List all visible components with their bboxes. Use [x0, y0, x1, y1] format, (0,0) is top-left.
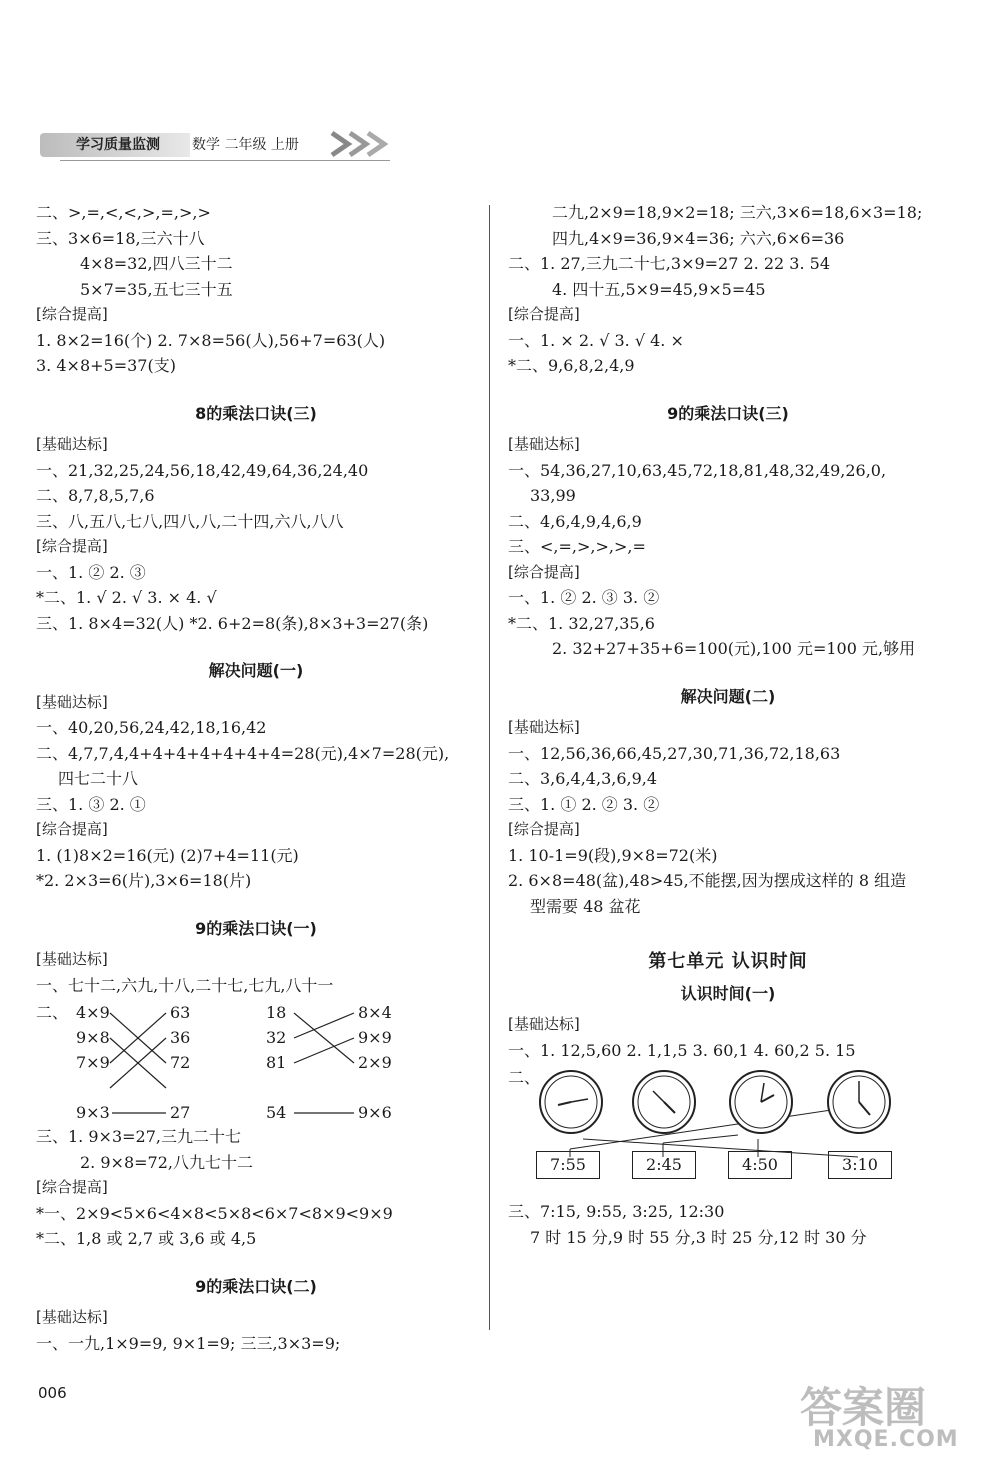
answer-line: 三、1. 8×4=32(人) *2. 6+2=8(条),8×3+3=27(条) — [36, 613, 429, 633]
section-title: 解决问题(二) — [680, 686, 776, 706]
match-item: 9×6 — [358, 1103, 392, 1122]
answer-line: 三、1. ① 2. ② 3. ② — [508, 794, 660, 814]
match-item: 8×4 — [358, 1003, 392, 1022]
answer-line: 三、八,五八,七八,四八,八,二十四,六八,八八 — [36, 511, 344, 531]
section-tag: [基础达标] — [508, 435, 580, 453]
section-tag: [基础达标] — [36, 435, 108, 453]
answer-line: 1. 10-1=9(段),9×8=72(米) — [508, 845, 718, 865]
section-tag: [基础达标] — [508, 1015, 580, 1033]
matching-exercise — [36, 1000, 476, 1120]
match-item: 36 — [170, 1028, 191, 1047]
answer-line: 二、8,7,8,5,7,6 — [36, 486, 155, 505]
section-title: 认识时间(一) — [680, 983, 776, 1003]
section-tag: [综合提高] — [36, 537, 108, 555]
match-item: 63 — [170, 1003, 191, 1022]
left-column — [36, 200, 476, 1356]
answer-line: 二、4,6,4,9,4,6,9 — [508, 511, 642, 531]
answer-line: 型需要 48 盆花 — [530, 896, 641, 916]
section-title: 9的乘法口诀(一) — [195, 918, 317, 938]
answer-line: 1. (1)8×2=16(元) (2)7+4=11(元) — [36, 845, 299, 865]
section-title: 9的乘法口诀(二) — [195, 1276, 317, 1296]
answer-line: 5×7=35,五七三十五 — [80, 279, 233, 299]
answer-line: 三、<,=,>,>,>,= — [508, 537, 646, 556]
right-column — [508, 200, 948, 1250]
answer-line: 四七二十八 — [58, 769, 139, 788]
header-tag: 学习质量监测 — [40, 133, 190, 157]
page-number: 006 — [38, 1384, 67, 1402]
answer-line: 7 时 15 分,9 时 55 分,3 时 25 分,12 时 30 分 — [530, 1227, 867, 1247]
header-subject: 数学 二年级 上册 — [192, 137, 299, 153]
match-prefix: 二、 — [36, 1003, 69, 1022]
unit-title: 第七单元 认识时间 — [648, 951, 808, 972]
time-box: 3:10 — [828, 1151, 892, 1179]
match-item: 72 — [170, 1053, 191, 1072]
section-tag: [基础达标] — [36, 950, 108, 968]
answer-line: 二、3,6,4,4,3,6,9,4 — [508, 769, 658, 788]
answer-line: 二、>,=,<,<,>,=,>,> — [36, 203, 211, 222]
match-item: 9×3 — [76, 1103, 110, 1122]
answer-line: 一、21,32,25,24,56,18,42,49,64,36,24,40 — [36, 460, 369, 480]
answer-line: 一、一九,1×9=9, 9×1=9; 三三,3×3=9; — [36, 1333, 341, 1353]
section-tag: [综合提高] — [508, 562, 580, 581]
answer-line: *二、1. 32,27,35,6 — [508, 613, 655, 633]
time-box: 2:45 — [632, 1151, 696, 1179]
time-box: 4:50 — [728, 1151, 792, 1179]
answer-line: 三、1. ③ 2. ① — [36, 794, 146, 814]
answer-line: 一、12,56,36,66,45,27,30,71,36,72,18,63 — [508, 743, 841, 763]
match-item: 9×9 — [358, 1028, 392, 1047]
watermark-url: MXQE.COM — [813, 1427, 959, 1452]
section-tag: [基础达标] — [508, 718, 580, 736]
match-item: 4×9 — [76, 1003, 110, 1022]
section-tag: [综合提高] — [508, 305, 580, 323]
section-tag: [综合提高] — [36, 305, 108, 323]
answer-line: 三、7:15, 9:55, 3:25, 12:30 — [508, 1202, 725, 1221]
section-tag: [基础达标] — [36, 1308, 108, 1326]
answer-line: 一、1. ② 2. ③ 3. ② — [508, 588, 660, 607]
match-item: 7×9 — [76, 1053, 110, 1072]
match-item: 54 — [266, 1103, 287, 1122]
answer-line: 二、1. 27,三九二十七,3×9=27 2. 22 3. 54 — [508, 254, 831, 273]
answer-line: 2. 6×8=48(盆),48>45,不能摆,因为摆成这样的 8 组造 — [508, 871, 907, 890]
time-box: 7:55 — [536, 1151, 600, 1179]
answer-line: 一、40,20,56,24,42,18,16,42 — [36, 718, 267, 737]
clock-prefix: 二、 — [508, 1068, 541, 1087]
clock-icon — [826, 1069, 892, 1135]
answer-line: 三、1. 9×3=27,三九二十七 — [36, 1127, 241, 1146]
section-tag: [基础达标] — [36, 692, 108, 711]
answer-line: 一、54,36,27,10,63,45,72,18,81,48,32,49,26,0, — [508, 460, 887, 480]
match-item: 2×9 — [358, 1053, 392, 1072]
answer-line: 4. 四十五,5×9=45,9×5=45 — [552, 279, 766, 299]
column-divider — [489, 205, 490, 1330]
answer-line: 三、3×6=18,三六十八 — [36, 228, 205, 248]
answer-line: *一、2×9<5×6<4×8<5×8<6×7<8×9<9×9 — [36, 1203, 393, 1223]
answer-line: 1. 8×2=16(个) 2. 7×8=56(人),56+7=63(人) — [36, 330, 386, 350]
answer-line: 2. 9×8=72,八九七十二 — [80, 1152, 253, 1172]
answer-line: 一、七十二,六九,十八,二十七,七九,八十一 — [36, 975, 334, 995]
answer-line: 四九,4×9=36,9×4=36; 六六,6×6=36 — [552, 228, 845, 248]
answer-line: 二、4,7,7,4,4+4+4+4+4+4+4=28(元),4×7=28(元), — [36, 743, 450, 763]
answer-line: *二、1,8 或 2,7 或 3,6 或 4,5 — [36, 1229, 257, 1248]
answer-line: 二九,2×9=18,9×2=18; 三六,3×6=18,6×3=18; — [552, 203, 923, 222]
match-item: 9×8 — [76, 1028, 110, 1047]
watermark-logo: 答案圈 — [800, 1383, 927, 1432]
chevron-arrows-icon — [330, 129, 402, 159]
section-title: 9的乘法口诀(三) — [667, 403, 789, 423]
section-tag: [综合提高] — [508, 820, 580, 838]
section-title: 解决问题(一) — [208, 661, 304, 680]
section-title: 8的乘法口诀(三) — [195, 403, 317, 423]
section-tag: [综合提高] — [36, 1178, 108, 1196]
answer-line: 一、1. ② 2. ③ — [36, 562, 146, 582]
answer-line: 一、1. 12,5,60 2. 1,1,5 3. 60,1 4. 60,2 5. 15 — [508, 1040, 856, 1060]
clock-icon — [538, 1069, 604, 1135]
answer-line: *2. 2×3=6(片),3×6=18(片) — [36, 871, 252, 890]
clock-exercise — [508, 1065, 948, 1193]
answer-line: 3. 4×8+5=37(支) — [36, 356, 176, 375]
match-item: 27 — [170, 1103, 191, 1122]
answer-line: 33,99 — [530, 486, 576, 505]
header-rule — [60, 160, 390, 161]
clock-icon — [631, 1069, 697, 1135]
answer-line: 2. 32+27+35+6=100(元),100 元=100 元,够用 — [552, 639, 916, 658]
match-item: 81 — [266, 1053, 287, 1072]
answer-line: 4×8=32,四八三十二 — [80, 254, 233, 273]
match-item: 18 — [266, 1003, 287, 1022]
section-tag: [综合提高] — [36, 820, 108, 838]
answer-line: *二、1. √ 2. √ 3. × 4. √ — [36, 588, 217, 607]
clock-icon — [728, 1069, 794, 1135]
answer-line: *二、9,6,8,2,4,9 — [508, 356, 635, 375]
match-item: 32 — [266, 1028, 287, 1047]
answer-line: 一、1. × 2. √ 3. √ 4. × — [508, 330, 684, 350]
